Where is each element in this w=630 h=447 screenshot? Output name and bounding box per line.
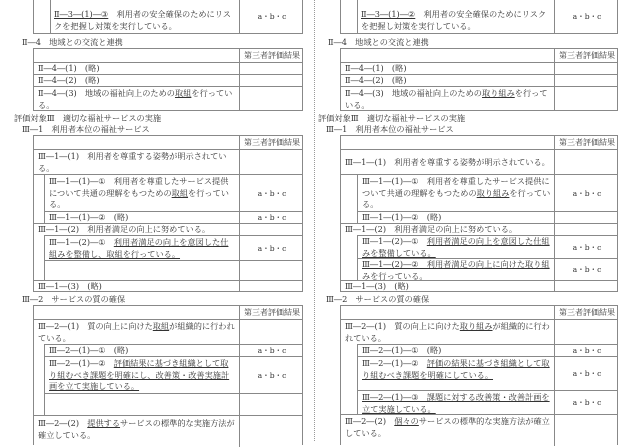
result-cell xyxy=(239,150,304,174)
item-ii-4-3 xyxy=(38,88,238,111)
table-row xyxy=(34,174,302,211)
table-ii3 xyxy=(33,0,303,34)
indent-bar xyxy=(44,175,45,211)
item-text: を行ってい xyxy=(509,187,551,198)
item-text: Ⅲ―1―(1)―① 利用者を尊重したサービス提供に xyxy=(362,176,550,186)
result-cell xyxy=(554,87,619,111)
table-row xyxy=(341,149,617,174)
table-row xyxy=(341,280,617,292)
result-cell xyxy=(239,261,304,280)
result-cell xyxy=(554,212,619,223)
table-row xyxy=(341,319,617,344)
section-heading-eval3: 評価対象Ⅲ 適切な福祉サービスの実施 xyxy=(318,113,466,123)
table-iii1 xyxy=(33,135,303,292)
result-cell xyxy=(239,75,304,86)
item-text: る。 xyxy=(38,99,55,110)
table-ii3 xyxy=(340,0,618,34)
indent-bar xyxy=(44,345,45,356)
indent-bar xyxy=(357,345,358,356)
table-iii2 xyxy=(33,305,303,445)
result-cell: a・b・c xyxy=(239,175,304,211)
table-header-row xyxy=(341,136,617,149)
table-header-row xyxy=(34,136,302,149)
indent-bar xyxy=(44,357,45,393)
result-cell: a・b・c xyxy=(554,391,619,414)
indent-bar xyxy=(357,391,358,414)
table-row xyxy=(44,344,302,356)
table-row-empty xyxy=(44,393,302,415)
item-iii-1-2-2 xyxy=(362,259,557,282)
table-row xyxy=(357,356,617,390)
underlined-text: みを整備している。 xyxy=(362,247,436,258)
result-cell xyxy=(239,281,304,292)
table-row xyxy=(341,414,617,446)
underlined-text: Ⅲ―2―(1)―③ 課題に対する改善策・改善計画を xyxy=(362,392,550,402)
result-cell xyxy=(554,63,619,74)
table-row xyxy=(34,280,302,292)
item-ii-4-2: Ⅱ―4―(2) (略) xyxy=(345,75,407,85)
underlined-text: 利用者満足の向上を意図した仕組 xyxy=(426,236,550,246)
item-text: Ⅲ―2―(2) xyxy=(345,416,395,426)
underlined-text: 組みを整備し、取組を行っている。 xyxy=(49,248,181,259)
item-iii-1-2-1 xyxy=(49,237,239,260)
item-iii-1-1 xyxy=(38,151,238,174)
item-text: を行ってい xyxy=(188,187,229,198)
result-cell: a・b・c xyxy=(554,175,619,211)
section-heading-ii4: Ⅱ―4 地域との交流と連携 xyxy=(22,37,123,47)
table-header-row xyxy=(341,306,617,319)
indent-bar xyxy=(44,236,45,260)
table-row xyxy=(357,344,617,356)
left-page-original xyxy=(0,0,312,441)
table-row xyxy=(34,149,302,174)
table-iii1 xyxy=(340,135,618,292)
underlined-text: 立て実施している。 xyxy=(362,403,436,414)
result-cell xyxy=(239,394,304,415)
section-heading-iii2: Ⅲ―2 サービスの質の確保 xyxy=(22,294,126,304)
table-row xyxy=(341,174,617,211)
item-iii-1-1-1 xyxy=(49,176,239,211)
item-iii-2-1-1: Ⅲ―2―(1)―① (略) xyxy=(362,345,442,355)
item-text: る。 xyxy=(362,199,379,209)
item-iii-2-1-2 xyxy=(49,358,239,393)
indent-bar xyxy=(44,261,45,280)
table-header-row xyxy=(34,49,302,62)
item-iii-2-2 xyxy=(38,418,238,441)
indent-bar xyxy=(357,357,358,390)
item-ii-3-1-3 xyxy=(54,9,254,32)
item-ii-4-1: Ⅱ―4―(1) (略) xyxy=(345,63,407,73)
item-iii-1-3: Ⅲ―1―(3) (略) xyxy=(38,281,102,291)
table-row xyxy=(34,86,302,111)
underlined-text: 取組 xyxy=(171,187,189,198)
result-cell xyxy=(239,224,304,235)
result-cell xyxy=(554,150,619,174)
item-iii-1-1-2: Ⅲ―1―(1)―② (略) xyxy=(362,212,442,222)
indent-bar xyxy=(50,0,51,33)
result-cell xyxy=(239,63,304,74)
underlined-text: 提供する xyxy=(87,418,121,428)
table-row xyxy=(357,235,617,258)
item-text: が組織的に行わ xyxy=(492,321,550,331)
table-row-empty xyxy=(44,260,302,280)
table-row xyxy=(341,86,617,111)
item-ii-4-1: Ⅱ―4―(1) (略) xyxy=(38,63,100,73)
item-text: Ⅲ―1―(2)―① xyxy=(49,237,114,247)
indent-bar xyxy=(357,212,358,223)
table-row xyxy=(44,211,302,223)
indent-bar xyxy=(44,212,45,223)
result-cell: a・b・c xyxy=(554,259,619,280)
table-iii2 xyxy=(340,305,618,445)
item-text: いる。 xyxy=(345,99,370,110)
section-heading-iii1: Ⅲ―1 利用者本位の福祉サービス xyxy=(22,124,150,134)
table-row xyxy=(34,415,302,447)
result-cell xyxy=(554,224,619,235)
result-cell xyxy=(554,415,619,446)
item-iii-1-2: Ⅲ―1―(2) 利用者満足の向上に努めている。 xyxy=(345,224,518,234)
indent-bar xyxy=(357,236,358,258)
result-cell xyxy=(239,416,304,447)
result-cell xyxy=(239,87,304,111)
table-row xyxy=(44,356,302,393)
result-cell: a・b・c xyxy=(239,236,304,260)
item-text: る。 xyxy=(38,162,55,173)
item-text: Ⅱ―4―(3) 地域の福祉向上のための xyxy=(345,88,482,98)
item-text: 確立している。 xyxy=(38,429,96,440)
item-code: Ⅱ―3―(1)―② xyxy=(361,9,416,19)
result-cell: a・b・c xyxy=(239,0,304,33)
result-cell xyxy=(554,320,619,344)
column-header-result: 第三者評価結果 xyxy=(554,306,619,319)
column-header-result: 第三者評価結果 xyxy=(239,306,304,319)
underlined-text: 取組 xyxy=(152,321,170,331)
item-text: について共通の理解をもつための xyxy=(49,187,172,198)
section-heading-eval3: 評価対象Ⅲ 適切な福祉サービスの実施 xyxy=(14,113,162,123)
item-iii-1-1-2: Ⅲ―1―(1)―② (略) xyxy=(49,212,129,222)
result-cell: a・b・c xyxy=(554,345,619,356)
table-row xyxy=(44,235,302,260)
result-cell: a・b・c xyxy=(239,357,304,393)
item-text: Ⅲ―1―(2)―① xyxy=(362,236,427,246)
table-row xyxy=(357,258,617,280)
result-cell: a・b・c xyxy=(554,236,619,258)
item-iii-1-3: Ⅲ―1―(3) (略) xyxy=(345,281,409,291)
table-row xyxy=(341,62,617,74)
item-code: Ⅱ―3―(1)―③ xyxy=(54,9,109,19)
indent-bar xyxy=(357,175,358,211)
item-text: している。 xyxy=(345,427,386,438)
item-iii-1-2-1 xyxy=(362,236,557,259)
item-iii-1-1-1 xyxy=(362,176,557,211)
item-text: Ⅲ―1―(1) 利用者を尊重する姿勢が明示されてい xyxy=(38,151,227,161)
underlined-text: り組むべき課題を明確にしている。 xyxy=(362,369,494,380)
item-text: 利用者の安全確保のためにリス xyxy=(108,9,231,19)
indent-bar xyxy=(44,394,45,415)
indent-bar xyxy=(357,259,358,280)
item-text: を行ってい xyxy=(191,88,233,98)
table-row xyxy=(357,211,617,223)
item-text: が組織的に行われ xyxy=(169,321,235,331)
column-header-result: 第三者評価結果 xyxy=(554,136,619,149)
item-text: サービスの標準的な実施方法が xyxy=(120,418,235,428)
item-text: れている。 xyxy=(345,332,386,343)
item-text: Ⅲ―2―(1) 質の向上に向けた xyxy=(38,321,153,331)
item-text: Ⅲ―1―(1)―① 利用者を尊重したサービス提供 xyxy=(49,176,229,186)
underlined-text: り組むべき課題を明確にし、改善策・改善実施計 xyxy=(49,369,230,380)
table-row xyxy=(357,390,617,414)
item-ii-4-3 xyxy=(345,88,555,111)
right-page-revised xyxy=(318,0,630,441)
result-cell xyxy=(554,75,619,86)
table-ii4 xyxy=(33,48,303,111)
item-text: を把握し対策を実行している。 xyxy=(361,20,476,31)
column-header-result: 第三者評価結果 xyxy=(554,49,619,62)
column-header-result: 第三者評価結果 xyxy=(239,49,304,62)
result-cell: a・b・c xyxy=(239,345,304,356)
underlined-text: 取り組み xyxy=(476,187,510,198)
result-cell: a・b・c xyxy=(554,0,619,33)
item-text: る。 xyxy=(49,199,66,209)
item-text: 利用者の安全確保のためにリスク xyxy=(415,9,547,19)
item-iii-2-1-1: Ⅲ―2―(1)―① (略) xyxy=(49,345,129,355)
item-text: Ⅲ―2―(2) xyxy=(38,418,88,428)
item-text: Ⅱ―4―(3) 地域の福祉向上のための xyxy=(38,88,175,98)
item-iii-2-1 xyxy=(38,321,238,344)
underlined-text: みを行っている。 xyxy=(362,270,428,281)
underlined-text: 取組 xyxy=(175,88,192,98)
underlined-text: 利用者満足の向上を意図した仕 xyxy=(113,237,229,247)
underlined-text: 評価の結果に基づき組織として取 xyxy=(426,358,550,368)
underlined-text: 取り組み xyxy=(482,88,515,98)
item-text: Ⅲ―2―(1) 質の向上に向けた xyxy=(345,321,460,331)
underlined-text: 評価結果に基づき組織として取 xyxy=(113,358,229,368)
item-text: Ⅲ―2―(1)―② xyxy=(362,358,427,368)
table-header-row xyxy=(34,306,302,319)
column-header-result: 第三者評価結果 xyxy=(239,136,304,149)
result-cell xyxy=(554,281,619,292)
section-heading-iii1: Ⅲ―1 利用者本位の福祉サービス xyxy=(326,124,454,134)
item-iii-2-1-3 xyxy=(362,392,557,415)
table-header-row xyxy=(341,49,617,62)
result-cell xyxy=(239,320,304,344)
item-iii-1-2: Ⅲ―1―(2) 利用者満足の向上に努めている。 xyxy=(38,224,211,234)
item-iii-2-1 xyxy=(345,321,555,344)
underlined-text: Ⅲ―1―(2)―② 利用者満足の向上に向けた取り組 xyxy=(362,259,550,269)
item-ii-3-1-2 xyxy=(361,9,576,32)
item-text: Ⅲ―2―(1)―② xyxy=(49,358,114,368)
table-row xyxy=(341,74,617,86)
page-divider xyxy=(314,0,315,441)
table-row xyxy=(34,319,302,344)
result-cell: a・b・c xyxy=(239,212,304,223)
item-text: を行って xyxy=(514,88,548,98)
underlined-text: 画を立て実施している。 xyxy=(49,381,140,391)
result-cell: a・b・c xyxy=(554,357,619,390)
table-row xyxy=(34,223,302,235)
item-text: ている。 xyxy=(38,332,71,343)
item-iii-2-2 xyxy=(345,416,555,439)
item-text: サービスの標準的な実施方法が確立 xyxy=(418,416,550,426)
underlined-text: 取り組み xyxy=(459,321,493,331)
underlined-text: 個々の xyxy=(394,416,419,426)
table-row xyxy=(341,223,617,235)
item-iii-1-1: Ⅲ―1―(1) 利用者を尊重する姿勢が明示されている。 xyxy=(345,157,550,167)
table-row xyxy=(34,62,302,74)
item-text: ついて共通の理解をもつための xyxy=(362,187,477,198)
table-row xyxy=(34,74,302,86)
item-iii-2-1-2 xyxy=(362,358,557,381)
indent-bar xyxy=(357,0,358,33)
section-heading-ii4: Ⅱ―4 地域との交流と連携 xyxy=(328,37,429,47)
section-heading-iii2: Ⅲ―2 サービスの質の確保 xyxy=(326,294,430,304)
item-text: クを把握し対策を実行している。 xyxy=(54,20,177,31)
table-ii4 xyxy=(340,48,618,111)
item-ii-4-2: Ⅱ―4―(2) (略) xyxy=(38,75,100,85)
